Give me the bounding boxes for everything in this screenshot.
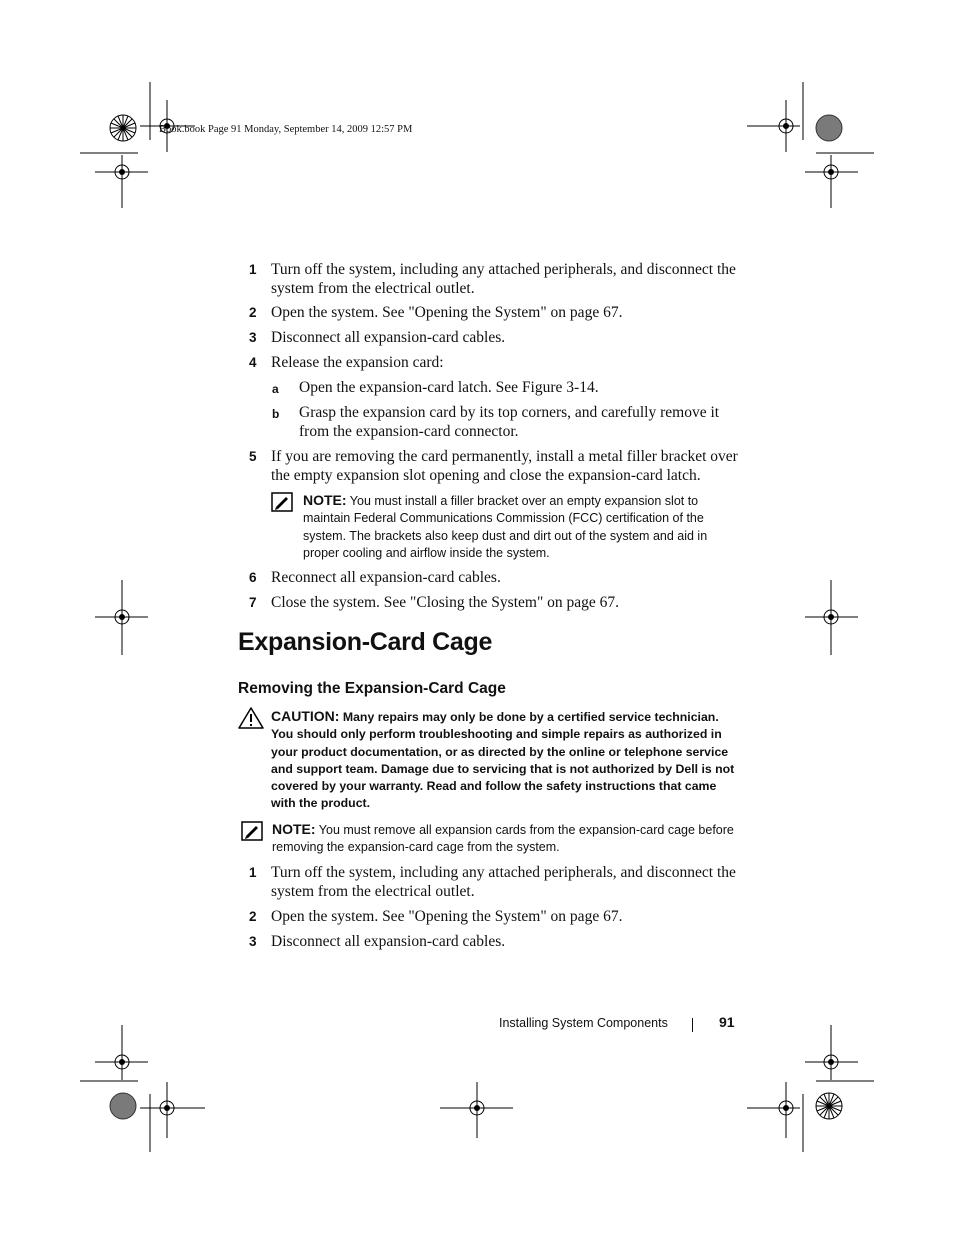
section-heading: Expansion-Card Cage (238, 628, 493, 656)
step-text: If you are removing the card permanently, install a metal filler bracket over the empty expansion slot opening and close the expansion-card latch. (271, 448, 738, 484)
note-text: You must install a filler bracket over an empty expansion slot to maintain Federal Communications Commission (FCC) certification of the system. The brackets also keep dust and dirt out of the system and aid in proper cooling and airflow inside the system. (303, 494, 708, 560)
footer-divider (692, 1018, 693, 1032)
step-text: Reconnect all expansion-card cables. (271, 569, 501, 586)
step-number: 3 (249, 330, 257, 345)
note-pencil-icon (271, 492, 293, 512)
step-text: Open the system. See "Opening the System" on page 67. (271, 304, 623, 321)
caution-text: Many repairs may only be done by a certified service technician. You should only perform troubleshooting and simple repairs as authorized in your product documentation, or as directed by the online or telephone service and support team. Damage due to servicing that is not authorized by Dell is not covered by your warranty. Read and follow the safety instructions that came with the product. (271, 710, 735, 811)
step-number: 2 (249, 305, 257, 320)
step-number: 2 (249, 909, 257, 924)
step-number: 7 (249, 595, 257, 610)
caution-label: CAUTION: (271, 708, 340, 724)
step-number: 4 (249, 355, 257, 370)
step-number: 1 (249, 262, 257, 277)
substep-letter: b (272, 407, 280, 421)
note-label: NOTE: (272, 821, 316, 837)
caution-callout (271, 708, 741, 813)
subsection-heading: Removing the Expansion-Card Cage (238, 680, 506, 697)
step-number: 3 (249, 934, 257, 949)
substep-letter: a (272, 382, 279, 396)
note-callout (272, 821, 742, 857)
step-text: Release the expansion card: (271, 354, 444, 371)
step-text: Open the system. See "Opening the System" on page 67. (271, 908, 623, 925)
note-text: You must remove all expansion cards from the expansion-card cage before removing the expansion-card cage from the system. (272, 823, 734, 855)
step-number: 1 (249, 865, 257, 880)
page-number: 91 (719, 1014, 735, 1030)
step-text: Disconnect all expansion-card cables. (271, 329, 506, 346)
step-text: Close the system. See "Closing the System" on page 67. (271, 594, 620, 611)
note-pencil-icon (241, 821, 263, 841)
note-label: NOTE: (303, 492, 347, 508)
step-text: Disconnect all expansion-card cables. (271, 933, 506, 950)
step-text: Turn off the system, including any attached peripherals, and disconnect the system from the electrical outlet. (271, 261, 736, 297)
step-text: Grasp the expansion card by its top corners, and carefully remove it from the expansion-card connector. (299, 404, 720, 440)
step-number: 5 (249, 449, 257, 464)
note-callout (303, 492, 733, 562)
step-number: 6 (249, 570, 257, 585)
print-slug: Book.book Page 91 Monday, September 14, 2009 12:57 PM (159, 124, 413, 135)
step-text: Turn off the system, including any attached peripherals, and disconnect the system from the electrical outlet. (271, 864, 736, 900)
caution-triangle-icon (238, 707, 264, 729)
step-text: Open the expansion-card latch. See Figure 3-14. (299, 379, 599, 396)
footer-section-title: Installing System Components (499, 1016, 668, 1030)
